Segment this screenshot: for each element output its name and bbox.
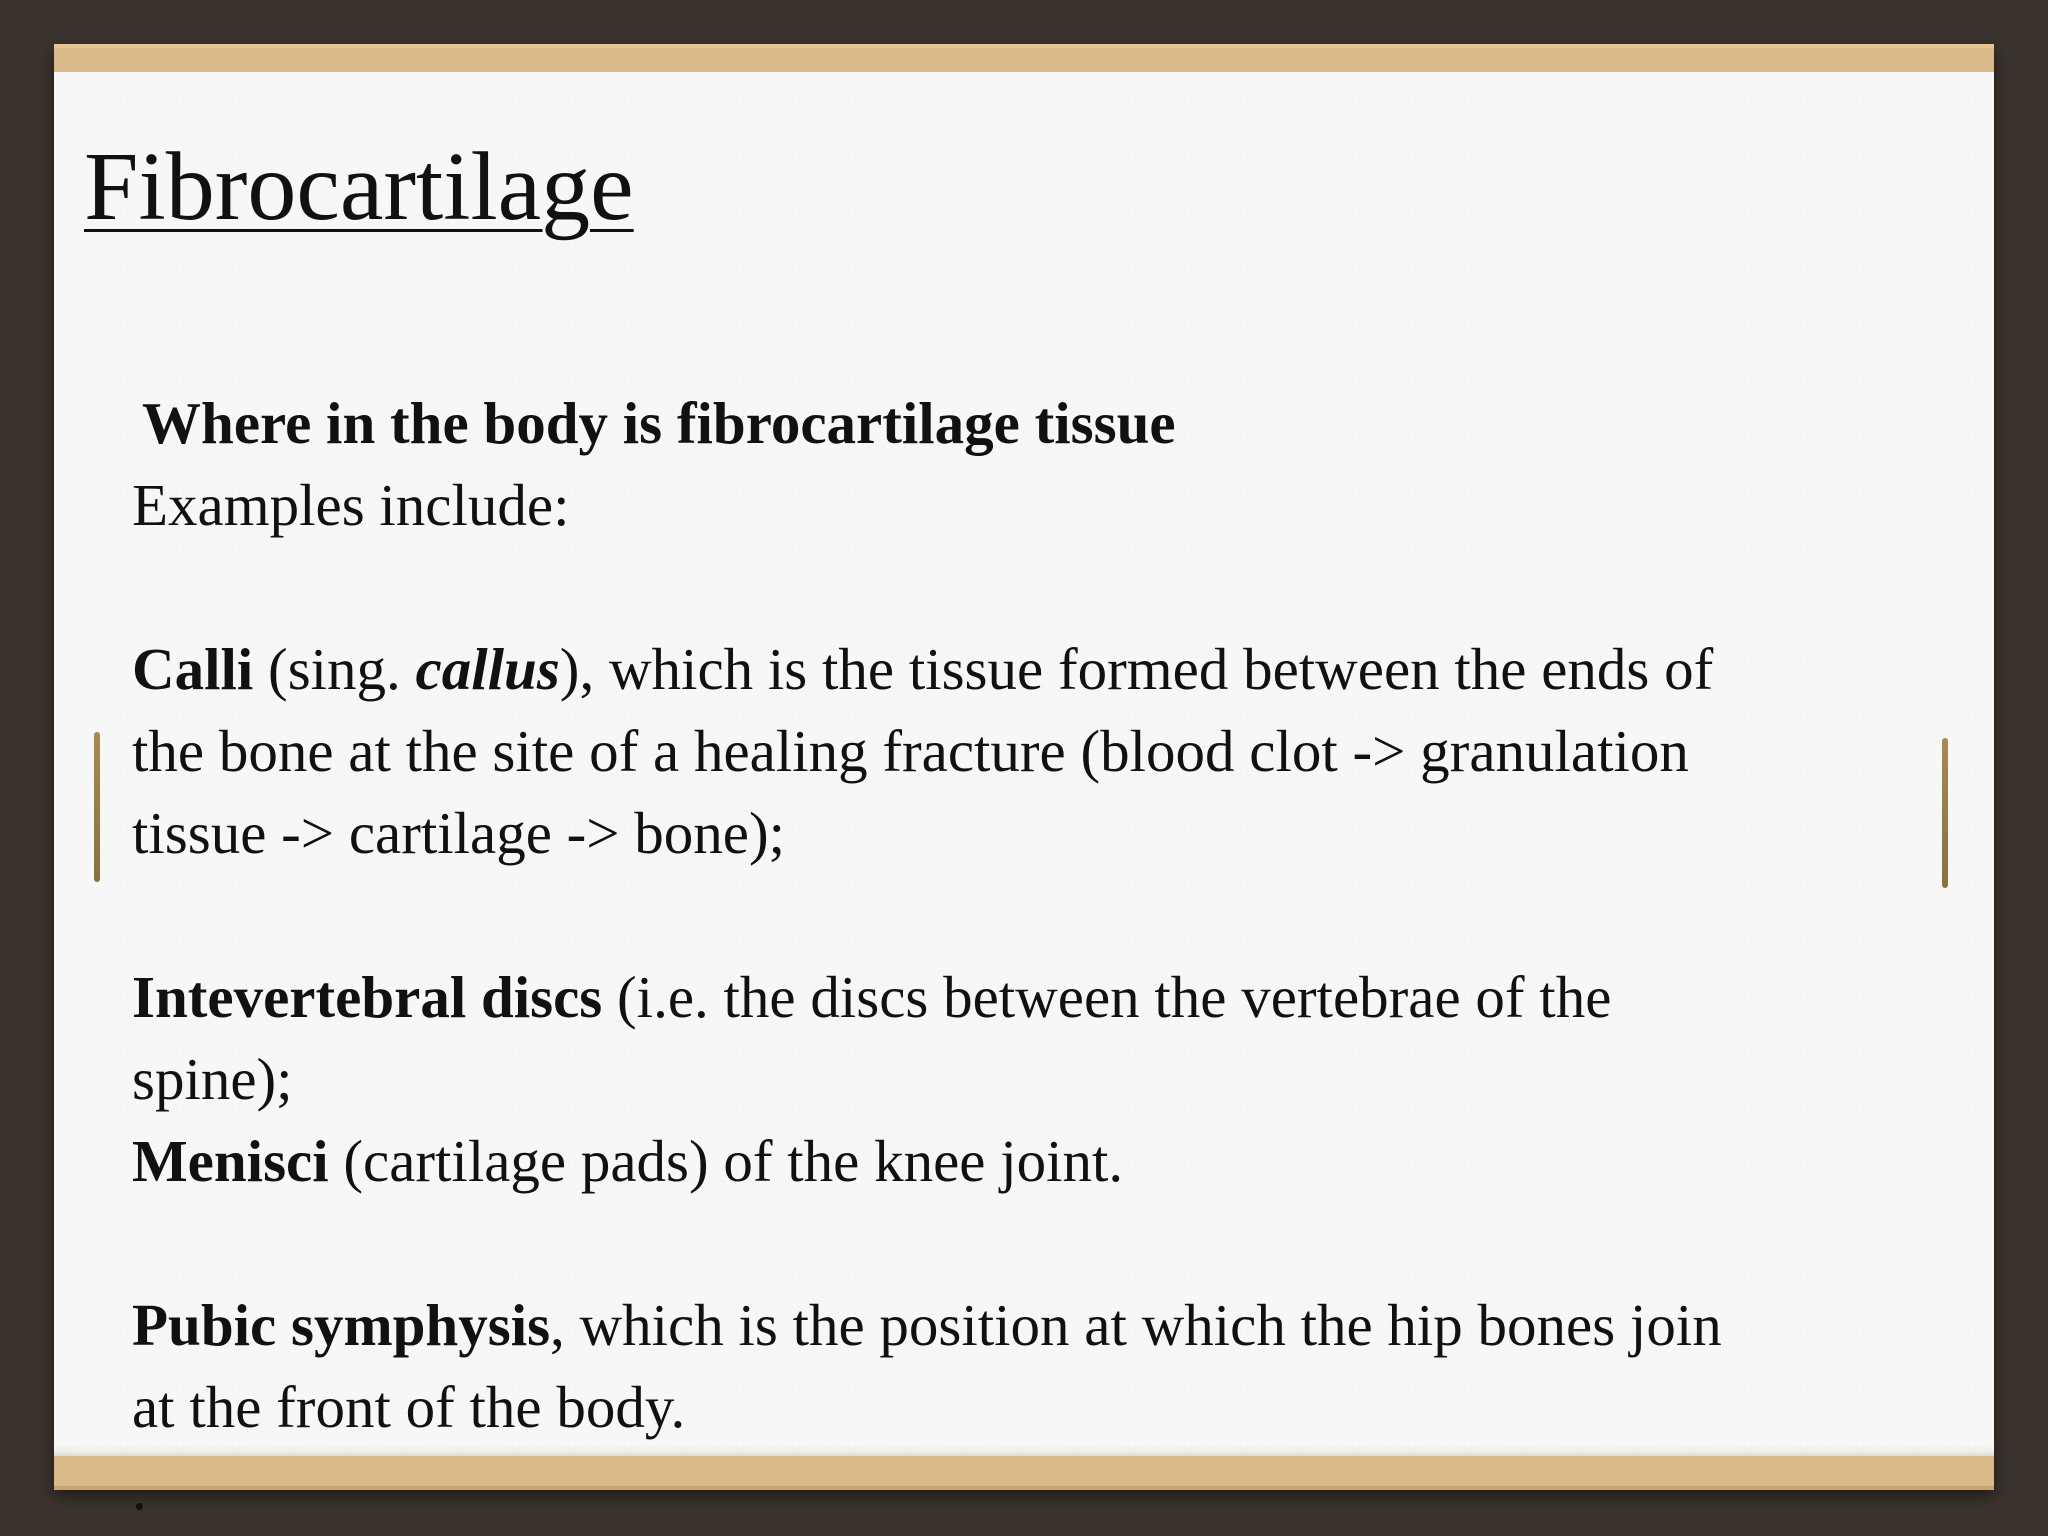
trailing-dot: . (132, 1456, 147, 1522)
pubic-term: Pubic symphysis (132, 1292, 551, 1358)
pubic-line-1 (132, 1284, 1972, 1366)
calli-line-3: tissue -> cartilage -> bone); (132, 800, 786, 866)
menisci-rest: (cartilage pads) of the knee joint. (328, 1128, 1124, 1194)
calli-line-1 (132, 628, 1972, 710)
pubic-line-2: at the front of the body. (132, 1374, 686, 1440)
calli-singular: callus (415, 636, 560, 702)
discs-line-1-rest: (i.e. the discs between the vertebrae of the (602, 964, 1612, 1030)
question-heading: Where in the body is fibrocartilage tissue (142, 390, 1176, 456)
pubic-line-1-rest: , which is the position at which the hip bones join (550, 1292, 1722, 1358)
discs-term: Intevertebral discs (132, 964, 603, 1030)
spacer (132, 1202, 1972, 1284)
menisci-term: Menisci (132, 1128, 329, 1194)
spacer (132, 546, 1972, 628)
menisci-line (132, 1120, 1972, 1202)
intro-text: Examples include: (132, 472, 570, 538)
slide-body (132, 382, 1972, 1530)
calli-line-2: the bone at the site of a healing fracture (blood clot -> granulation (132, 718, 1689, 784)
slide-title: Fibrocartilage (84, 133, 634, 241)
calli-line-1-rest: ), which is the tissue formed between the ends of (559, 636, 1714, 702)
spacer (132, 874, 1972, 956)
discs-line-1 (132, 956, 1972, 1038)
calli-term: Calli (132, 636, 254, 702)
left-edge-mark (94, 732, 100, 882)
slide-frame (54, 44, 1994, 1522)
slide-content-area (54, 72, 1994, 1522)
calli-paren-open: (sing. (253, 636, 416, 702)
discs-line-2: spine); (132, 1046, 293, 1112)
